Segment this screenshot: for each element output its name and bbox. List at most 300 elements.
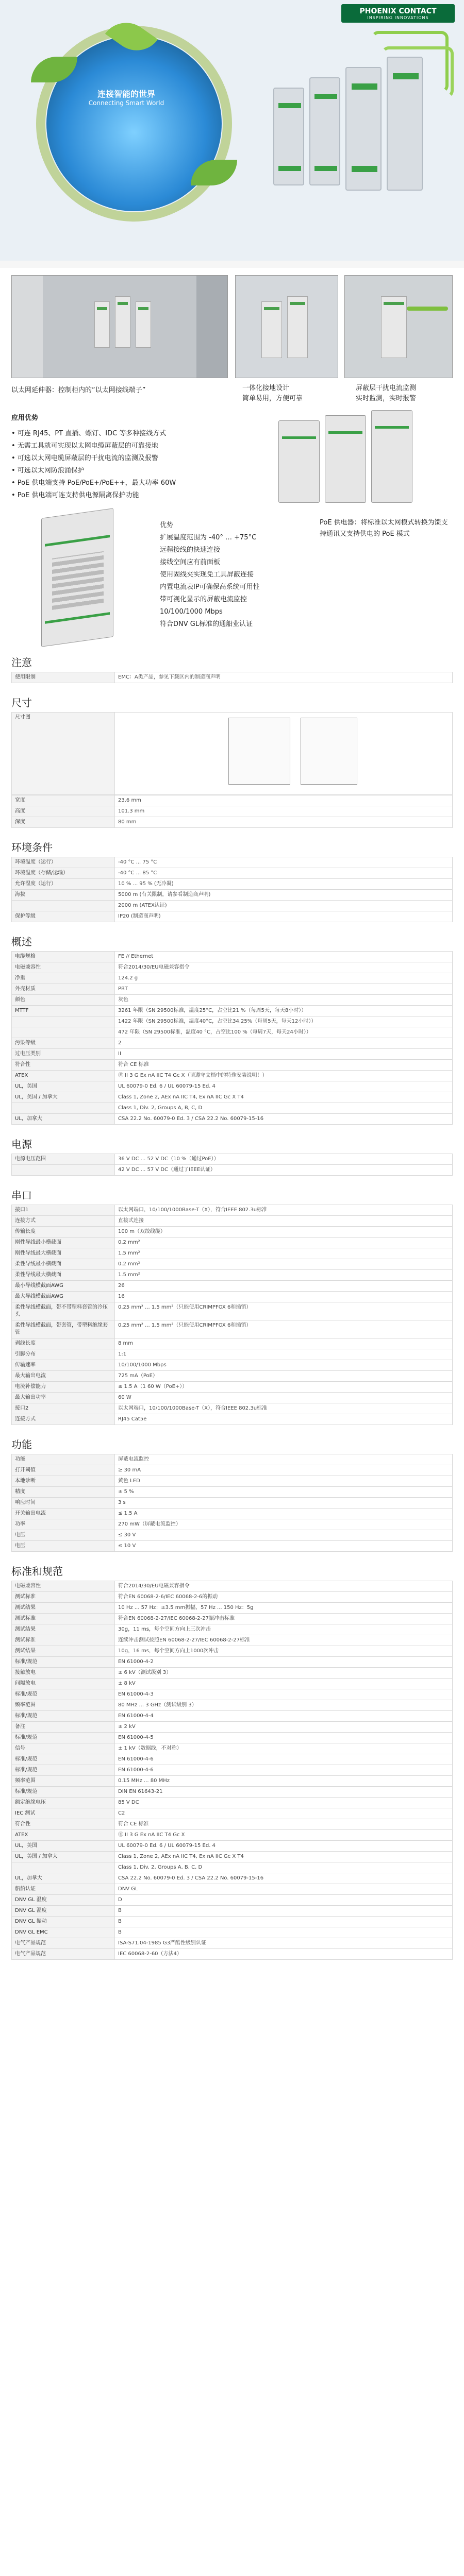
spec-key: 允许湿度（运行） (12, 879, 115, 890)
section-title-serial: 串口 (11, 1189, 32, 1201)
spec-key: 深度 (12, 817, 115, 828)
caption-left: 以太网延伸器：控制柜内的“以太网接线端子” (11, 386, 146, 394)
spec-value: 725 mA（PoE） (115, 1371, 453, 1382)
spec-row (12, 1038, 453, 1049)
spec-value: PBT (115, 984, 453, 995)
spec-row (12, 1917, 453, 1927)
dimensions-drawing-table (11, 712, 453, 795)
spec-key: 标准/规范 (12, 1689, 115, 1700)
spec-row (12, 1581, 453, 1592)
spec-row (12, 952, 453, 962)
spec-key: 环境温度（运行） (12, 857, 115, 868)
spec-value: 符合EN 60068-2-6/IEC 60068-2-6的振动 (115, 1592, 453, 1603)
spec-key: 标准/规范 (12, 1711, 115, 1722)
spec-row (12, 1722, 453, 1733)
slogan-en: Connecting Smart World (88, 99, 164, 107)
spec-row (12, 868, 453, 879)
spec-key: 最大输出功率 (12, 1393, 115, 1403)
spec-row (12, 1487, 453, 1498)
spec-key: UL，加拿大 (12, 1873, 115, 1884)
poe-note: PoE 供电器：将标准以太网模式转换为馈支持通讯又支持供电的 PoE 模式 (320, 519, 448, 538)
spec-row (12, 1414, 453, 1425)
spec-key: 电气产品规范 (12, 1949, 115, 1960)
spec-row (12, 806, 453, 817)
spec-value: 0.2 mm² (115, 1238, 453, 1248)
hero-banner (0, 0, 464, 268)
spec-value: 60 W (115, 1393, 453, 1403)
spec-value: EN 61000-4-6 (115, 1754, 453, 1765)
spec-key: 间隔放电 (12, 1679, 115, 1689)
advantages-heading: 优势 (160, 521, 174, 529)
spec-value: ± 6 kV（测试级别 3） (115, 1668, 453, 1679)
spec-row (12, 1787, 453, 1798)
spec-row (12, 1733, 453, 1743)
spec-key: 电流补偿能力 (12, 1382, 115, 1393)
spec-key (12, 1862, 115, 1873)
spec-value: Class 1, Zone 2, AEx nA IIC T4, Ex nA IIC Gc X T4 (115, 1852, 453, 1862)
features-heading: 应用优势 (11, 414, 39, 422)
spec-value: UL 60079-0 Ed. 6 / UL 60079-15 Ed. 4 (115, 1841, 453, 1852)
spec-key: 传输长度 (12, 1227, 115, 1238)
spec-row (12, 1165, 453, 1176)
spec-key: 测试结果 (12, 1646, 115, 1657)
spec-row (12, 1614, 453, 1624)
caption-middle-1: 一体化接地设计 (242, 384, 290, 392)
hero-device-1 (273, 88, 304, 185)
spec-value: 0.15 MHz ... 80 MHz (115, 1776, 453, 1787)
spec-key: 接口2 (12, 1403, 115, 1414)
spec-value: 黄色 LED (115, 1476, 453, 1487)
spec-value: B (115, 1906, 453, 1917)
spec-row (12, 1873, 453, 1884)
spec-value: 直接式连接 (115, 1216, 453, 1227)
spec-key: 净重 (12, 973, 115, 984)
spec-key (12, 1027, 115, 1038)
spec-key (12, 1103, 115, 1114)
spec-key: 最大输出电流 (12, 1371, 115, 1382)
spec-key: 电压 (12, 1530, 115, 1541)
spec-key: 频率范围 (12, 1700, 115, 1711)
spec-value: ≥ 30 mA (115, 1465, 453, 1476)
spec-row (12, 1081, 453, 1092)
spec-value: 36 V DC ... 52 V DC（10 %（通过PoE）） (115, 1154, 453, 1165)
spec-value: Class 1, Div. 2, Groups A, B, C, D (115, 1103, 453, 1114)
spec-value: CSA 22.2 No. 60079-0 Ed. 3 / CSA 22.2 No. 60079-15-16 (115, 1114, 453, 1125)
spec-value: B (115, 1927, 453, 1938)
section-title-overview: 概述 (11, 936, 32, 948)
spec-value: B (115, 1917, 453, 1927)
spec-row (12, 1776, 453, 1787)
power-table (11, 1154, 453, 1176)
spec-row (12, 1320, 453, 1338)
spec-value: 以太网端口，10/100/1000Base-T（X），符合IEEE 802.3u标准 (115, 1205, 453, 1216)
spec-value: 8 mm (115, 1338, 453, 1349)
spec-key: 柔性导线最大横截面 (12, 1270, 115, 1281)
spec-row (12, 817, 453, 828)
features-list (11, 428, 176, 502)
spec-value: Ⓔ II 3 G Ex nA IIC T4 Gc X（请遵守文档中的特殊安装说明！） (115, 1071, 453, 1081)
spec-value: Class 1, Div. 2, Groups A, B, C, D (115, 1862, 453, 1873)
spec-key: 保护等级 (12, 911, 115, 922)
spec-row (12, 1049, 453, 1060)
spec-value: FE // Ethernet (115, 952, 453, 962)
spec-value: CSA 22.2 No. 60079-0 Ed. 3 / CSA 22.2 No. 60079-15-16 (115, 1873, 453, 1884)
product-image-large (41, 508, 113, 647)
section-title-standards: 标准和规范 (11, 1565, 63, 1578)
feature-item: • PoE 供电端可连支持供电源隔离保护功能 (11, 492, 139, 499)
spec-key: 测试标准 (12, 1592, 115, 1603)
spec-key: 标准/规范 (12, 1754, 115, 1765)
spec-key: 额定绝缘电压 (12, 1798, 115, 1808)
spec-row (12, 1360, 453, 1371)
spec-key: 测试结果 (12, 1624, 115, 1635)
spec-key: DNV GL 温度 (12, 1895, 115, 1906)
spec-row (12, 984, 453, 995)
spec-key: 打开阈值 (12, 1465, 115, 1476)
application-photos (0, 275, 464, 383)
spec-row (12, 1884, 453, 1895)
spec-row (12, 1281, 453, 1292)
advantage-item: 远程接线的快速连接 (160, 546, 221, 554)
spec-value: 101.3 mm (115, 806, 453, 817)
advantage-item: 符合DNV GL标准的通船业认证 (160, 620, 253, 628)
spec-key: IEC 测试 (12, 1808, 115, 1819)
function-table (11, 1454, 453, 1552)
spec-row (12, 1530, 453, 1541)
spec-value: Ⓔ II 3 G Ex nA IIC T4 Gc X (115, 1830, 453, 1841)
spec-key: 接口1 (12, 1205, 115, 1216)
spec-row (12, 1603, 453, 1614)
spec-key: 电压 (12, 1541, 115, 1552)
spec-value: 符合 CE 标准 (115, 1060, 453, 1071)
photo-cabinet (11, 275, 228, 378)
dimension-drawing (115, 713, 453, 795)
spec-row (12, 1862, 453, 1873)
spec-key: UL，加拿大 (12, 1114, 115, 1125)
spec-row (12, 1205, 453, 1216)
spec-value: 85 V DC (115, 1798, 453, 1808)
spec-key (12, 901, 115, 911)
spec-value: ≤ 30 V (115, 1530, 453, 1541)
spec-key: 连接方式 (12, 1216, 115, 1227)
standards-table (11, 1581, 453, 1960)
spec-row (12, 1216, 453, 1227)
spec-value: ± 1 kV（数据线，不对称） (115, 1743, 453, 1754)
spec-value: 1:1 (115, 1349, 453, 1360)
spec-row (12, 1338, 453, 1349)
spec-value: 连续冲击测试按照EN 60068-2-27/IEC 60068-2-27标准 (115, 1635, 453, 1646)
spec-key: 海拔 (12, 890, 115, 901)
spec-key: 精度 (12, 1487, 115, 1498)
spec-value: -40 °C ... 85 °C (115, 868, 453, 879)
spec-key: 符合性 (12, 1819, 115, 1830)
spec-value: 符合2014/30/EU电磁兼容指令 (115, 962, 453, 973)
spec-row (12, 1700, 453, 1711)
spec-key: ATEX (12, 1071, 115, 1081)
spec-key: 高度 (12, 806, 115, 817)
advantage-item: 使用固线夹实现免工具屏蔽连接 (160, 571, 254, 579)
spec-value: -40 °C ... 75 °C (115, 857, 453, 868)
spec-value: 10g，16 ms，每个空间方向上1000次冲击 (115, 1646, 453, 1657)
spec-row (12, 1371, 453, 1382)
spec-value: DIN EN 61643-21 (115, 1787, 453, 1798)
spec-key: UL，美国 (12, 1841, 115, 1852)
spec-row (12, 1657, 453, 1668)
spec-key: 接触放电 (12, 1668, 115, 1679)
spec-row (12, 1927, 453, 1938)
spec-key (12, 1016, 115, 1027)
spec-value: UL 60079-0 Ed. 6 / UL 60079-15 Ed. 4 (115, 1081, 453, 1092)
spec-key: 最小导线横截面AWG (12, 1281, 115, 1292)
spec-value: EMC：A类产品，参见下载区内的制造商声明 (115, 672, 453, 683)
spec-key: 连接方式 (12, 1414, 115, 1425)
spec-row (12, 795, 453, 806)
advantage-item: 扩展温度范围为 -40° … +75°C (160, 534, 257, 541)
spec-key: ATEX (12, 1830, 115, 1841)
spec-key: 电缆规格 (12, 952, 115, 962)
spec-value: 5000 m (有关限制，请参看制造商声明) (115, 890, 453, 901)
spec-value: 1.5 mm² (115, 1248, 453, 1259)
spec-value: EN 61000-4-3 (115, 1689, 453, 1700)
spec-key: 测试结果 (12, 1603, 115, 1614)
spec-value: 3261 年限（SN 29500标准，温度25°C，占空比21 %（每周5天，每天8小时）） (115, 1006, 453, 1016)
caption-right-2: 实时监测，实时报警 (356, 395, 417, 402)
spec-value: 42 V DC ... 57 V DC（通过了IEEE认证） (115, 1165, 453, 1176)
product-image-group-3 (371, 410, 412, 503)
spec-row (12, 890, 453, 901)
spec-key: 标准/规范 (12, 1765, 115, 1776)
spec-row (12, 1114, 453, 1125)
spec-value: RJ45 Cat5e (115, 1414, 453, 1425)
spec-row (12, 1711, 453, 1722)
spec-key: UL，美国 (12, 1081, 115, 1092)
spec-row (12, 1852, 453, 1862)
serial-table (11, 1205, 453, 1425)
spec-value: 0.25 mm² ... 1.5 mm²（只能使用CRIMPFOX 6和插销） (115, 1320, 453, 1338)
spec-row (12, 1349, 453, 1360)
drawing-label: 尺寸图 (12, 713, 115, 795)
spec-value: 80 MHz ... 3 GHz（测试级别 3） (115, 1700, 453, 1711)
spec-key: 电气产品规范 (12, 1938, 115, 1949)
spec-key: 最大导线横截面AWG (12, 1292, 115, 1302)
feature-item: • 可选以太网防浪涌保护 (11, 467, 85, 474)
spec-row (12, 1292, 453, 1302)
spec-row (12, 1270, 453, 1281)
spec-row (12, 1071, 453, 1081)
spec-key: 电磁兼容性 (12, 962, 115, 973)
environment-table (11, 857, 453, 922)
spec-row (12, 1830, 453, 1841)
spec-row (12, 1302, 453, 1320)
spec-row (12, 1938, 453, 1949)
spec-key: 本地诊断 (12, 1476, 115, 1487)
spec-value: 符合EN 60068-2-27/IEC 60068-2-27振冲击标准 (115, 1614, 453, 1624)
section-title-environment: 环境条件 (11, 841, 53, 854)
spec-key: 引脚分布 (12, 1349, 115, 1360)
spec-value: 0.2 mm² (115, 1259, 453, 1270)
brand-logo: PHOENIX CONTACT INSPIRING INNOVATIONS (341, 4, 455, 23)
spec-value: 屏蔽电流监控 (115, 1454, 453, 1465)
spec-row (12, 1679, 453, 1689)
spec-key: 测试标准 (12, 1635, 115, 1646)
spec-row (12, 672, 453, 683)
spec-row (12, 1476, 453, 1487)
spec-value: 30g，11 ms，每个空间方向上三次冲击 (115, 1624, 453, 1635)
spec-value: 1.5 mm² (115, 1270, 453, 1281)
spec-value: 灰色 (115, 995, 453, 1006)
spec-key: 测试标准 (12, 1614, 115, 1624)
spec-row (12, 1006, 453, 1016)
hero-device-2 (309, 77, 340, 185)
spec-row (12, 1895, 453, 1906)
caption-middle-2: 简单易用，方便可靠 (242, 395, 303, 402)
spec-value: IP20 (制造商声明) (115, 911, 453, 922)
spec-value: 以太网端口，10/100/1000Base-T（X），符合IEEE 802.3u标准 (115, 1403, 453, 1414)
features-section (0, 410, 464, 652)
feature-item: • PoE 供电端支持 PoE/PoE+/PoE++，最大功率 60W (11, 479, 176, 487)
spec-value: ± 8 kV (115, 1679, 453, 1689)
spec-value: 1422 年限（SN 29500标准，温度40°C，占空比34.25%（每周5天，每天12小时）） (115, 1016, 453, 1027)
spec-row (12, 1509, 453, 1519)
spec-value: 100 m（双绞线缆） (115, 1227, 453, 1238)
advantage-item: 10/100/1000 Mbps (160, 608, 223, 616)
spec-value: 2000 m (ATEX认证) (115, 901, 453, 911)
spec-value: ± 2 kV (115, 1722, 453, 1733)
spec-row (12, 1498, 453, 1509)
spec-row (12, 1227, 453, 1238)
spec-key: 标准/规范 (12, 1787, 115, 1798)
spec-row (12, 1103, 453, 1114)
spec-row (12, 1668, 453, 1679)
spec-value: ≤ 10 V (115, 1541, 453, 1552)
spec-value: 16 (115, 1292, 453, 1302)
spec-value: Class 1, Zone 2, AEx nA IIC T4, Ex nA IIC Gc X T4 (115, 1092, 453, 1103)
dimensions-table (11, 795, 453, 828)
spec-key: UL，美国 / 加拿大 (12, 1092, 115, 1103)
spec-value: 80 mm (115, 817, 453, 828)
spec-value: DNV GL (115, 1884, 453, 1895)
product-image-group (278, 420, 320, 503)
spec-value: II (115, 1049, 453, 1060)
spec-key: 传输速率 (12, 1360, 115, 1371)
spec-key: MTTF (12, 1006, 115, 1016)
spec-key: 柔性导线横截面，带不带塑料套管的冷压头 (12, 1302, 115, 1320)
spec-key: DNV GL 湿度 (12, 1906, 115, 1917)
spec-value: D (115, 1895, 453, 1906)
spec-row (12, 1743, 453, 1754)
spec-value: IEC 60068-2-60（方法4） (115, 1949, 453, 1960)
spec-row (12, 1403, 453, 1414)
section-title-notes: 注意 (11, 656, 32, 669)
spec-row (12, 857, 453, 868)
spec-row (12, 901, 453, 911)
advantage-item: 内置电流表IP可确保高系统可用性 (160, 583, 260, 591)
advantage-item: 带可视化显示的屏蔽电流监控 (160, 596, 247, 603)
spec-key: 开关输出电流 (12, 1509, 115, 1519)
spec-row (12, 1949, 453, 1960)
overview-table (11, 951, 453, 1125)
spec-row (12, 1592, 453, 1603)
spec-key: 功率 (12, 1519, 115, 1530)
spec-row (12, 1393, 453, 1403)
spec-key: UL，美国 / 加拿大 (12, 1852, 115, 1862)
spec-key: 外壳材质 (12, 984, 115, 995)
spec-key: 过电压类别 (12, 1049, 115, 1060)
spec-key: 符合性 (12, 1060, 115, 1071)
spec-row (12, 1465, 453, 1476)
spec-key: 标准/规范 (12, 1733, 115, 1743)
spec-value: 10/100/1000 Mbps (115, 1360, 453, 1371)
spec-key: 剥线长度 (12, 1338, 115, 1349)
spec-value: ≤ 1.5 A (115, 1509, 453, 1519)
spec-row (12, 1454, 453, 1465)
spec-row (12, 1765, 453, 1776)
spec-value: 3 s (115, 1498, 453, 1509)
spec-key: DNV GL EMC (12, 1927, 115, 1938)
spec-key: 宽度 (12, 795, 115, 806)
spec-row (12, 1819, 453, 1830)
spec-key: 标准/规范 (12, 1657, 115, 1668)
photo-monitoring (344, 275, 453, 378)
spec-key: 信号 (12, 1743, 115, 1754)
spec-value: 124.2 g (115, 973, 453, 984)
spec-value: 472 年限（SN 29500标准，温度40 °C，占空比100 %（每周7天，每天24小时）） (115, 1027, 453, 1038)
spec-row (12, 1541, 453, 1552)
spec-key: 柔性导线最小横截面 (12, 1259, 115, 1270)
spec-value: 10 Hz ... 57 Hz：±3.5 mm振幅，57 Hz ... 150 Hz：5g (115, 1603, 453, 1614)
photo-grounding (235, 275, 338, 378)
spec-key: 使用限制 (12, 672, 115, 683)
spec-key: 刚性导线最小横截面 (12, 1238, 115, 1248)
spec-key: 功能 (12, 1454, 115, 1465)
spec-value: ± 5 % (115, 1487, 453, 1498)
section-title-dimensions: 尺寸 (11, 697, 32, 709)
product-image-group-2 (325, 415, 366, 503)
spec-row (12, 995, 453, 1006)
spec-row (12, 911, 453, 922)
spec-key: 频率范围 (12, 1776, 115, 1787)
spec-row (12, 1754, 453, 1765)
feature-item: • 可连 RJ45、PT 直插、螺钉、IDC 等多种接线方式 (11, 430, 167, 437)
spec-value: 符合 CE 标准 (115, 1819, 453, 1830)
spec-row (12, 1060, 453, 1071)
spec-value: EN 61000-4-4 (115, 1711, 453, 1722)
spec-key: 电磁兼容性 (12, 1581, 115, 1592)
spec-row (12, 1027, 453, 1038)
spec-key: 污染等级 (12, 1038, 115, 1049)
spec-key: 响应时间 (12, 1498, 115, 1509)
spec-row (12, 1906, 453, 1917)
spec-key: 电源电压范围 (12, 1154, 115, 1165)
spec-value: ISA-S71.04-1985 G3严酷性级别认证 (115, 1938, 453, 1949)
spec-value: EN 61000-4-5 (115, 1733, 453, 1743)
spec-value: ≤ 1.5 A（1 60 W（PoE+）） (115, 1382, 453, 1393)
spec-row (12, 1689, 453, 1700)
spec-value: 符合2014/30/EU电磁兼容指令 (115, 1581, 453, 1592)
spec-value: EN 61000-4-2 (115, 1657, 453, 1668)
spec-row (12, 1248, 453, 1259)
spec-key: 环境温度（存储/运输） (12, 868, 115, 879)
spec-row (12, 1646, 453, 1657)
spec-row (12, 1259, 453, 1270)
feature-item: • 无需工具就可实现以太网电缆屏蔽层的可靠接地 (11, 442, 158, 450)
spec-row (12, 1382, 453, 1393)
spec-value: 26 (115, 1281, 453, 1292)
spec-row (12, 1635, 453, 1646)
spec-key (12, 1165, 115, 1176)
photo-captions (0, 383, 464, 410)
spec-row (12, 1624, 453, 1635)
